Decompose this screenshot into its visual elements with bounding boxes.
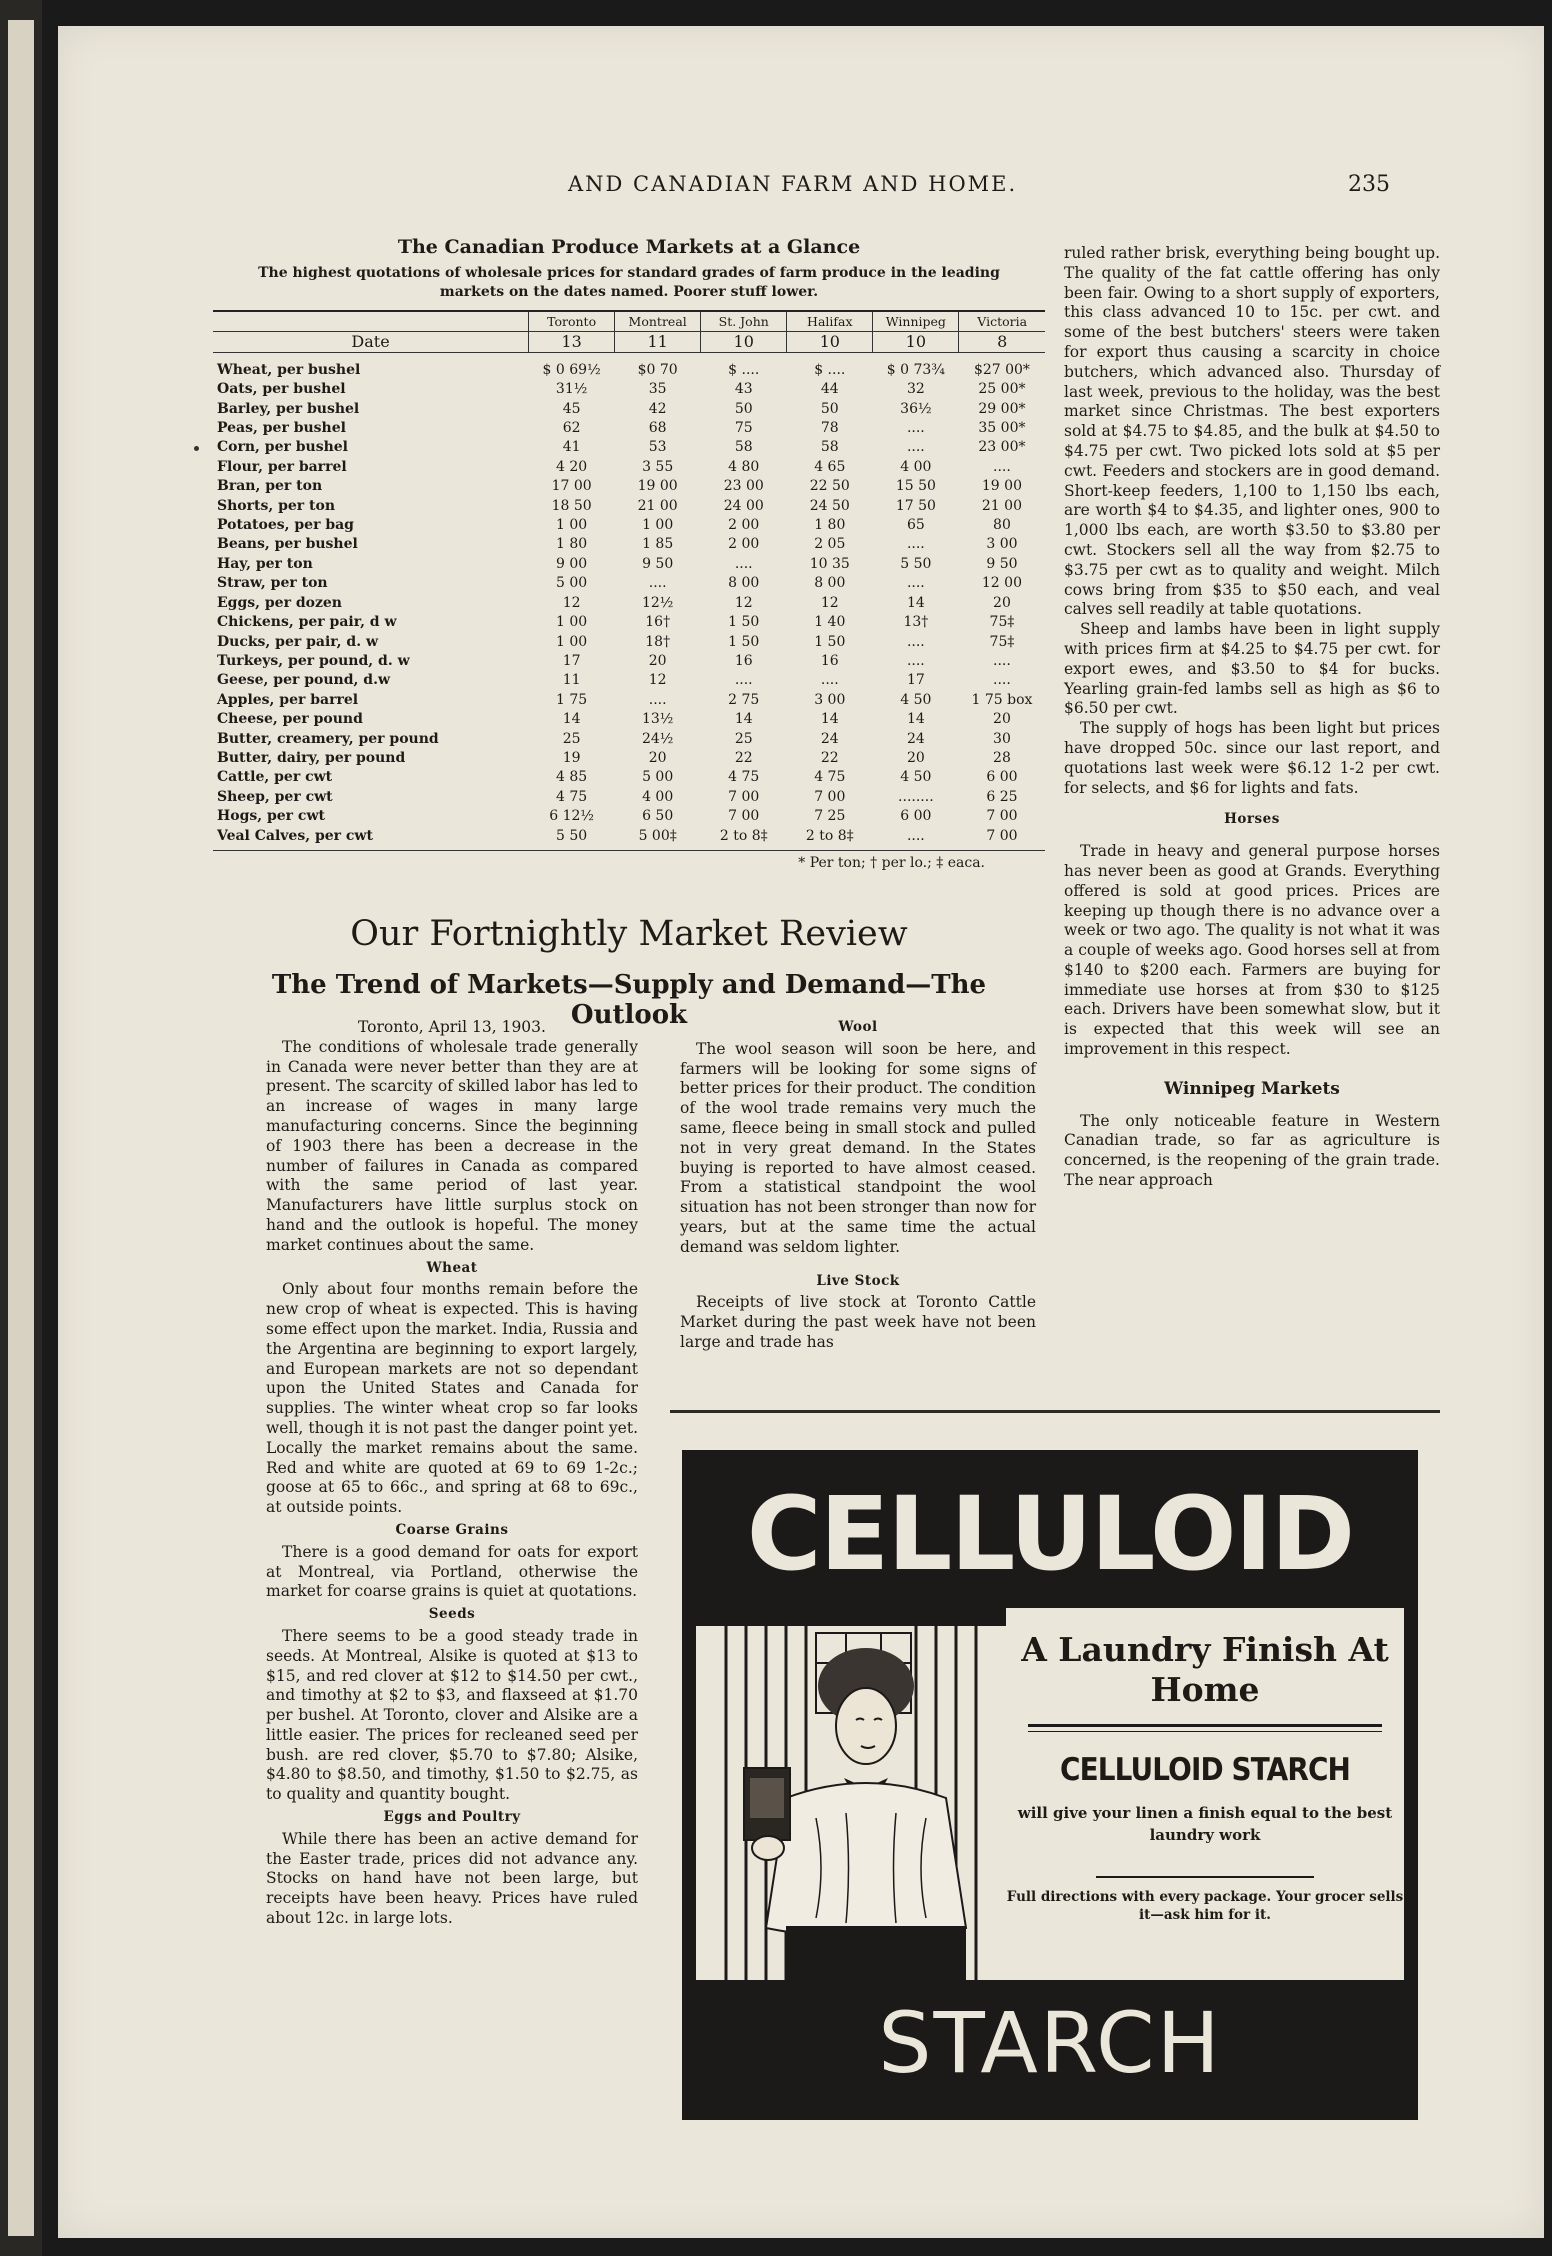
stray-ink-dot <box>194 446 199 451</box>
price-cell: .... <box>734 555 753 572</box>
article-column-1 <box>266 1018 638 1929</box>
table-subtitle: The highest quotations of wholesale prices for standard grades of farm produce in the leading markets on the dates named. Poorer stuff lower. <box>258 265 1000 300</box>
produce-item: Peas, per bushel <box>217 420 346 437</box>
price-cell: 5 00‡ <box>615 827 701 851</box>
price-cell: 5 50 <box>529 827 615 851</box>
table-footnote: * Per ton; † per lo.; ‡ eaca. <box>798 854 985 871</box>
price-cell: 75 <box>734 420 753 437</box>
price-cell: 9 00 <box>556 555 588 572</box>
price-cell: 14 <box>906 711 925 728</box>
date-row <box>213 332 1045 352</box>
market-name: Victoria <box>959 311 1045 332</box>
price-cell: 17 00 <box>551 478 592 495</box>
produce-item: Eggs, per dozen <box>217 594 342 611</box>
price-cell: 12½ <box>641 594 674 611</box>
price-row <box>213 535 1045 554</box>
column-divider-rule <box>670 1410 1440 1413</box>
market-header-row <box>213 311 1045 332</box>
price-cell: 23 00 <box>723 478 764 495</box>
price-cell: 16 <box>734 652 753 669</box>
intro-paragraph: The conditions of wholesale trade generally in Canada were never better than they are at present. The scarcity of skilled labor has led to an increase of wages in many large manufacturing concerns. Since the beginning of 1903 there has been a decrease in the number of failures in Canada as compared with the same period of last year. Manufacturers have little surplus stock on hand and the outlook is hopeful. The money market continues about the same. <box>266 1037 638 1254</box>
price-cell: 1 00 <box>556 633 588 650</box>
price-cell: 24 <box>906 730 925 747</box>
price-cell: 9 50 <box>986 555 1018 572</box>
price-cell: 22 50 <box>809 478 850 495</box>
price-row <box>213 788 1045 807</box>
price-cell: 75‡ <box>989 633 1015 650</box>
magazine-page <box>58 26 1544 2238</box>
price-cell: 2 75 <box>728 691 760 708</box>
market-name: Halifax <box>787 311 873 332</box>
market-name: Winnipeg <box>873 311 959 332</box>
price-cell: 41 <box>562 439 581 456</box>
advert-copy <box>1006 1608 1404 1980</box>
price-cell: 1 75 <box>556 691 588 708</box>
produce-item: Ducks, per pair, d. w <box>217 633 378 650</box>
produce-item: Butter, creamery, per pound <box>217 730 439 747</box>
price-cell: 2 to 8‡ <box>787 827 873 851</box>
price-cell: $0 70 <box>637 361 678 378</box>
price-cell: 19 00 <box>637 478 678 495</box>
price-row <box>213 807 1045 826</box>
price-cell: 21 00 <box>637 497 678 514</box>
price-cell: 17 <box>906 672 925 689</box>
price-cell: 17 50 <box>895 497 936 514</box>
produce-item: Hogs, per cwt <box>217 808 325 825</box>
price-cell: 1 00 <box>556 517 588 534</box>
price-cell: 17 <box>562 652 581 669</box>
price-cell: 8 00 <box>728 575 760 592</box>
price-row <box>213 380 1045 399</box>
price-cell: 3 00 <box>814 691 846 708</box>
price-cell: 1 80 <box>814 517 846 534</box>
price-cell: 4 00 <box>900 458 932 475</box>
price-cell: 35 <box>648 381 667 398</box>
market-date: 11 <box>615 332 701 352</box>
price-cell: 11 <box>562 672 581 689</box>
seeds-paragraph: There seems to be a good steady trade in seeds. At Montreal, Alsike is quoted at $13 to $15, and red clover at $12 to $14.50 per cwt., and timothy at $2 to $3, and flaxseed at $1.70 per bushel. At Toronto, clover and Alsike are a little easier. The prices for recleaned seed per bush. are red clover, $5.70 to $7.80; Alsike, $4.80 to $8.50, and timothy, $1.50 to $2.75, as to quality and quantity bought. <box>266 1626 638 1804</box>
price-cell: 44 <box>820 381 839 398</box>
produce-item: Veal Calves, per cwt <box>213 827 529 851</box>
advert-illustration <box>696 1608 1006 1980</box>
table-title: The Canadian Produce Markets at a Glance <box>397 236 861 258</box>
advert-headline: A Laundry Finish At Home <box>1021 1630 1389 1709</box>
price-cell: 35 00* <box>978 420 1026 437</box>
produce-item: Beans, per bushel <box>217 536 358 553</box>
price-cell: .... <box>873 827 959 851</box>
price-cell: 22 <box>820 749 839 766</box>
advert-rule <box>1028 1724 1382 1727</box>
price-row <box>213 516 1045 535</box>
price-cell: 25 <box>562 730 581 747</box>
price-cell: 4 00 <box>642 788 674 805</box>
price-cell: 21 00 <box>981 497 1022 514</box>
advert-directions: Full directions with every package. Your grocer sells it—ask him for it. <box>1006 1889 1404 1923</box>
woman-holding-box-illustration <box>696 1608 1006 1980</box>
price-cell: 7 00 <box>959 827 1045 851</box>
price-cell: 20 <box>648 652 667 669</box>
celluloid-starch-advert <box>682 1450 1418 2120</box>
price-cell: 19 <box>562 749 581 766</box>
price-cell: 30 <box>993 730 1011 747</box>
dateline: Toronto, April 13, 1903. <box>358 1018 546 1036</box>
price-cell: .... <box>906 575 925 592</box>
price-cell: .... <box>993 652 1011 669</box>
price-cell: 24 <box>820 730 839 747</box>
price-cell: 65 <box>906 517 925 534</box>
price-cell: 2 05 <box>814 536 846 553</box>
produce-item: Potatoes, per bag <box>217 517 354 534</box>
price-cell: 9 50 <box>642 555 674 572</box>
price-cell: .... <box>906 439 925 456</box>
price-cell: $ 0 73¾ <box>886 361 945 378</box>
price-row <box>213 419 1045 438</box>
price-cell: 14 <box>906 594 925 611</box>
produce-item: Geese, per pound, d.w <box>217 672 390 689</box>
price-cell: 4 80 <box>728 458 760 475</box>
price-cell: 14 <box>820 711 839 728</box>
produce-item: Cheese, per pound <box>217 711 363 728</box>
wheat-paragraph: Only about four months remain before the new crop of wheat is expected. This is having some effect upon the market. India, Russia and the Argentina are beginning to export largely, and European markets are not so dependant upon the United States and Canada for supplies. The winter wheat crop so far looks well, though it is not past the danger point yet. Locally the market remains about the same. Red and white are quoted at 69 to 69 1-2c.; goose at 65 to 66c., and spring at 68 to 69c., at outside points. <box>266 1280 638 1517</box>
price-cell: 20 <box>993 594 1011 611</box>
price-row <box>213 497 1045 516</box>
price-cell: 29 00* <box>978 400 1026 417</box>
coarse-grains-paragraph: There is a good demand for oats for export at Montreal, via Portland, otherwise the market for coarse grains is quiet at quotations. <box>266 1542 638 1601</box>
price-cell: 12 <box>820 594 839 611</box>
price-cell: 7 00 <box>814 788 846 805</box>
price-cell: ........ <box>898 788 934 805</box>
price-cell: 18 50 <box>551 497 592 514</box>
price-cell: 13½ <box>641 711 674 728</box>
price-cell: $ .... <box>728 361 760 378</box>
price-cell: 7 00 <box>728 788 760 805</box>
price-cell: 24 50 <box>809 497 850 514</box>
price-cell: 28 <box>993 749 1011 766</box>
produce-item: Cattle, per cwt <box>217 769 333 786</box>
price-cell: 4 50 <box>900 691 932 708</box>
produce-item: Turkeys, per pound, d. w <box>217 652 410 669</box>
price-cell: 22 <box>734 749 753 766</box>
price-cell: 1 00 <box>556 614 588 631</box>
price-cell: 4 75 <box>728 769 760 786</box>
price-row <box>213 477 1045 496</box>
price-cell: 4 75 <box>814 769 846 786</box>
section-heading-coarse-grains: Coarse Grains <box>395 1521 509 1538</box>
produce-item: Hay, per ton <box>217 555 313 572</box>
prices-table <box>213 310 1045 851</box>
header-blank <box>213 311 529 332</box>
price-cell: 20 <box>648 749 667 766</box>
price-cell: 10 35 <box>809 555 850 572</box>
advert-rule-thin <box>1028 1731 1382 1732</box>
price-cell: 12 <box>562 594 581 611</box>
section-heading-wool: Wool <box>838 1019 878 1035</box>
produce-item: Chickens, per pair, d w <box>217 614 397 631</box>
produce-item: Barley, per bushel <box>217 400 360 417</box>
price-cell: .... <box>734 672 753 689</box>
section-heading-winnipeg: Winnipeg Markets <box>1164 1078 1340 1099</box>
price-cell: 16 <box>820 652 839 669</box>
hogs-paragraph: The supply of hogs has been light but prices have dropped 50c. since our last report, and quotations last week were $6.12 1-2 per cwt. for selects, and $6 for lights and fats. <box>1064 719 1440 797</box>
live-stock-continued: ruled rather brisk, everything being bought up. The quality of the fat cattle offering has only been fair. Owing to a short supply of exporters, this class advanced 10 to 15c. per cwt. and some of the best butchers' steers were taken for export thus causing a scarcity in choice butchers, which advanced also. Thursday of last week, previous to the holiday, was the best market since Christmas. The best exporters sold at $4.75 to $4.85, and the bulk at $4.50 to $4.75 per cwt. Two picked lots sold at $5 per cwt. Feeders and stockers are in good demand. Short-keep feeders, 1,100 to 1,150 lbs each, are worth $4 to $4.35, and lighter ones, 900 to 1,000 lbs each, are worth $3.50 to $3.80 per cwt. Stockers sell all the way from $2.75 to $3.75 per cwt as to quality and weight. Milch cows bring from $35 to $50 each, and veal calves sell readily at table quotations. <box>1064 244 1440 619</box>
price-cell: 2 to 8‡ <box>701 827 787 851</box>
price-cell: .... <box>993 458 1011 475</box>
market-date: 10 <box>787 332 873 352</box>
price-cell: .... <box>906 652 925 669</box>
price-cell: 53 <box>648 439 667 456</box>
article-column-2 <box>680 1018 1036 1353</box>
price-row <box>213 633 1045 652</box>
price-cell: 68 <box>648 420 667 437</box>
advert-bottom-band <box>696 1980 1404 2106</box>
advert-tagline: will give your linen a finish equal to the best laundry work <box>1017 1804 1393 1844</box>
price-cell: 25 <box>734 730 753 747</box>
price-cell: 58 <box>734 439 753 456</box>
price-cell: .... <box>993 672 1011 689</box>
winnipeg-paragraph: The only noticeable feature in Western Canadian trade, so far as agriculture is concerned, is the reopening of the grain trade. The near approach <box>1064 1111 1440 1190</box>
produce-item: Sheep, per cwt <box>217 788 333 805</box>
price-row <box>213 352 1045 380</box>
price-cell: 12 <box>734 594 753 611</box>
price-cell: 43 <box>734 381 753 398</box>
review-subtitle: The Trend of Markets—Supply and Demand—The Outlook <box>271 970 987 1030</box>
price-row <box>213 574 1045 593</box>
produce-item: Flour, per barrel <box>217 458 347 475</box>
market-date: 13 <box>529 332 615 352</box>
price-cell: .... <box>820 672 839 689</box>
price-cell: .... <box>648 575 667 592</box>
price-cell: 50 <box>820 400 839 417</box>
price-cell: 13† <box>903 614 929 631</box>
advert-bottom-word: STARCH <box>878 1994 1222 2092</box>
market-date: 10 <box>873 332 959 352</box>
produce-item: Butter, dairy, per pound <box>217 749 406 766</box>
produce-item: Bran, per ton <box>217 478 323 495</box>
price-cell: 32 <box>906 381 925 398</box>
price-cell: 6 12½ <box>549 808 594 825</box>
produce-markets-table-block <box>213 236 1045 871</box>
market-name: St. John <box>701 311 787 332</box>
price-cell: 62 <box>562 420 581 437</box>
price-row <box>213 594 1045 613</box>
running-header <box>58 162 1544 198</box>
price-row <box>213 438 1045 457</box>
price-cell: 4 20 <box>556 458 588 475</box>
price-cell: 14 <box>562 711 581 728</box>
price-row <box>213 749 1045 768</box>
price-cell: 12 <box>648 672 667 689</box>
section-heading-seeds: Seeds <box>428 1606 476 1623</box>
sheep-paragraph: Sheep and lambs have been in light supply with prices firm at $4.25 to $4.75 per cwt. for export ewes, and $3.50 to $4 for bucks. Yearling grain-fed lambs sell as high as $6 to $6.50 per cwt. <box>1064 620 1440 718</box>
price-cell: $27 00* <box>973 361 1030 378</box>
price-cell: 1 40 <box>814 614 846 631</box>
review-title: Our Fortnightly Market Review <box>350 914 908 954</box>
market-name: Montreal <box>615 311 701 332</box>
price-cell: 1 50 <box>814 633 846 650</box>
price-cell: 7 00 <box>986 808 1018 825</box>
price-cell: 75‡ <box>989 614 1015 631</box>
section-heading-eggs-poultry: Eggs and Poultry <box>383 1809 521 1826</box>
produce-item: Oats, per bushel <box>217 381 346 398</box>
article-column-3 <box>1064 244 1440 1191</box>
price-cell: 24½ <box>641 730 674 747</box>
advert-short-rule <box>1096 1876 1314 1878</box>
price-cell: 4 85 <box>556 769 588 786</box>
date-label: Date <box>213 332 529 352</box>
section-heading-horses: Horses <box>1224 811 1280 828</box>
price-cell: 1 50 <box>728 614 760 631</box>
price-cell: 5 00 <box>556 575 588 592</box>
price-cell: 2 00 <box>728 536 760 553</box>
price-cell: 16† <box>645 614 671 631</box>
price-cell: $ 0 69½ <box>542 361 601 378</box>
price-cell: 4 50 <box>900 769 932 786</box>
price-row <box>213 827 1045 851</box>
price-cell: 6 00 <box>900 808 932 825</box>
price-cell: 1 00 <box>642 517 674 534</box>
market-date: 8 <box>959 332 1045 352</box>
price-cell: 12 00 <box>981 575 1022 592</box>
price-cell: 58 <box>820 439 839 456</box>
price-cell: $ .... <box>814 361 846 378</box>
price-cell: .... <box>648 691 667 708</box>
price-cell: 14 <box>734 711 753 728</box>
price-row <box>213 768 1045 787</box>
price-row <box>213 710 1045 729</box>
market-name: Toronto <box>529 311 615 332</box>
running-title: AND CANADIAN FARM AND HOME. <box>568 172 1018 196</box>
price-cell: .... <box>906 633 925 650</box>
advert-brand: CELLULOID STARCH <box>1060 1752 1350 1788</box>
price-cell: 6 50 <box>642 808 674 825</box>
price-row <box>213 671 1045 690</box>
price-cell: 50 <box>734 400 753 417</box>
price-cell: 8 00 <box>814 575 846 592</box>
price-cell: 1 80 <box>556 536 588 553</box>
price-cell: 6 25 <box>986 788 1018 805</box>
price-cell: 2 00 <box>728 517 760 534</box>
produce-item: Corn, per bushel <box>217 439 348 456</box>
advert-top-band <box>696 1464 1404 1608</box>
produce-item: Straw, per ton <box>217 575 328 592</box>
price-cell: 4 75 <box>556 788 588 805</box>
live-stock-paragraph: Receipts of live stock at Toronto Cattle Market during the past week have not been large and trade has <box>680 1293 1036 1351</box>
price-row <box>213 400 1045 419</box>
price-cell: 7 25 <box>814 808 846 825</box>
horses-paragraph: Trade in heavy and general purpose horses has never been as good at Grands. Everything offered is sold at good prices. Prices are keeping up though there is no advance over a week or two ago. The quality is not what it was a couple of weeks ago. Good horses sell at from $140 to $200 each. Farmers are buying for immediate use horses at from $30 to $125 each. Drivers have been somewhat slow, but it is expected that this week will see an improvement in this respect. <box>1064 842 1440 1059</box>
price-cell: 24 00 <box>723 497 764 514</box>
page-number: 235 <box>1348 172 1390 197</box>
price-cell: .... <box>906 420 925 437</box>
advert-top-word: CELLULOID <box>746 1475 1354 1594</box>
price-cell: 20 <box>993 711 1011 728</box>
price-cell: 3 00 <box>986 536 1018 553</box>
section-heading-wheat: Wheat <box>426 1259 478 1276</box>
price-cell: 36½ <box>900 400 932 417</box>
wool-paragraph: The wool season will soon be here, and farmers will be looking for some signs of better prices for their product. The condition of the wool trade remains very much the same, fleece being in small stock and pulled not in very great demand. In the States buying is reported to have almost ceased. From a statistical standpoint the wool situation has not been stronger than now for years, but at the same time the actual demand was seldom lighter. <box>680 1039 1036 1256</box>
price-cell: 23 00* <box>978 439 1026 456</box>
previous-page-edge <box>8 20 34 2236</box>
price-row <box>213 691 1045 710</box>
price-row <box>213 458 1045 477</box>
produce-item: Wheat, per bushel <box>217 361 361 378</box>
price-cell: 19 00 <box>981 478 1022 495</box>
price-cell: 20 <box>906 749 925 766</box>
price-cell: 1 75 box <box>971 691 1033 708</box>
price-cell: 78 <box>820 420 839 437</box>
price-cell: 1 50 <box>728 633 760 650</box>
price-row <box>213 730 1045 749</box>
price-cell: 15 50 <box>895 478 936 495</box>
market-date: 10 <box>701 332 787 352</box>
price-row <box>213 555 1045 574</box>
price-cell: 1 85 <box>642 536 674 553</box>
price-cell: 45 <box>562 400 581 417</box>
price-cell: 25 00* <box>978 381 1026 398</box>
price-cell: .... <box>906 536 925 553</box>
eggs-poultry-paragraph: While there has been an active demand for the Easter trade, prices did not advance any. Stocks on hand have not been large, but receipts have been heavy. Prices have ruled about 12c. in large lots. <box>266 1829 638 1928</box>
price-cell: 18† <box>645 633 671 650</box>
price-cell: 5 50 <box>900 555 932 572</box>
price-cell: 7 00 <box>728 808 760 825</box>
price-cell: 31½ <box>555 381 588 398</box>
price-cell: 6 00 <box>986 769 1018 786</box>
price-cell: 4 65 <box>814 458 846 475</box>
price-row <box>213 613 1045 632</box>
price-cell: 5 00 <box>642 769 674 786</box>
book-binding-edge <box>0 0 42 2256</box>
price-row <box>213 652 1045 671</box>
price-cell: 3 55 <box>642 458 674 475</box>
price-cell: 80 <box>993 517 1011 534</box>
produce-item: Apples, per barrel <box>217 691 359 708</box>
price-cell: 42 <box>648 400 667 417</box>
produce-item: Shorts, per ton <box>217 497 336 514</box>
section-heading-live-stock: Live Stock <box>816 1272 900 1289</box>
